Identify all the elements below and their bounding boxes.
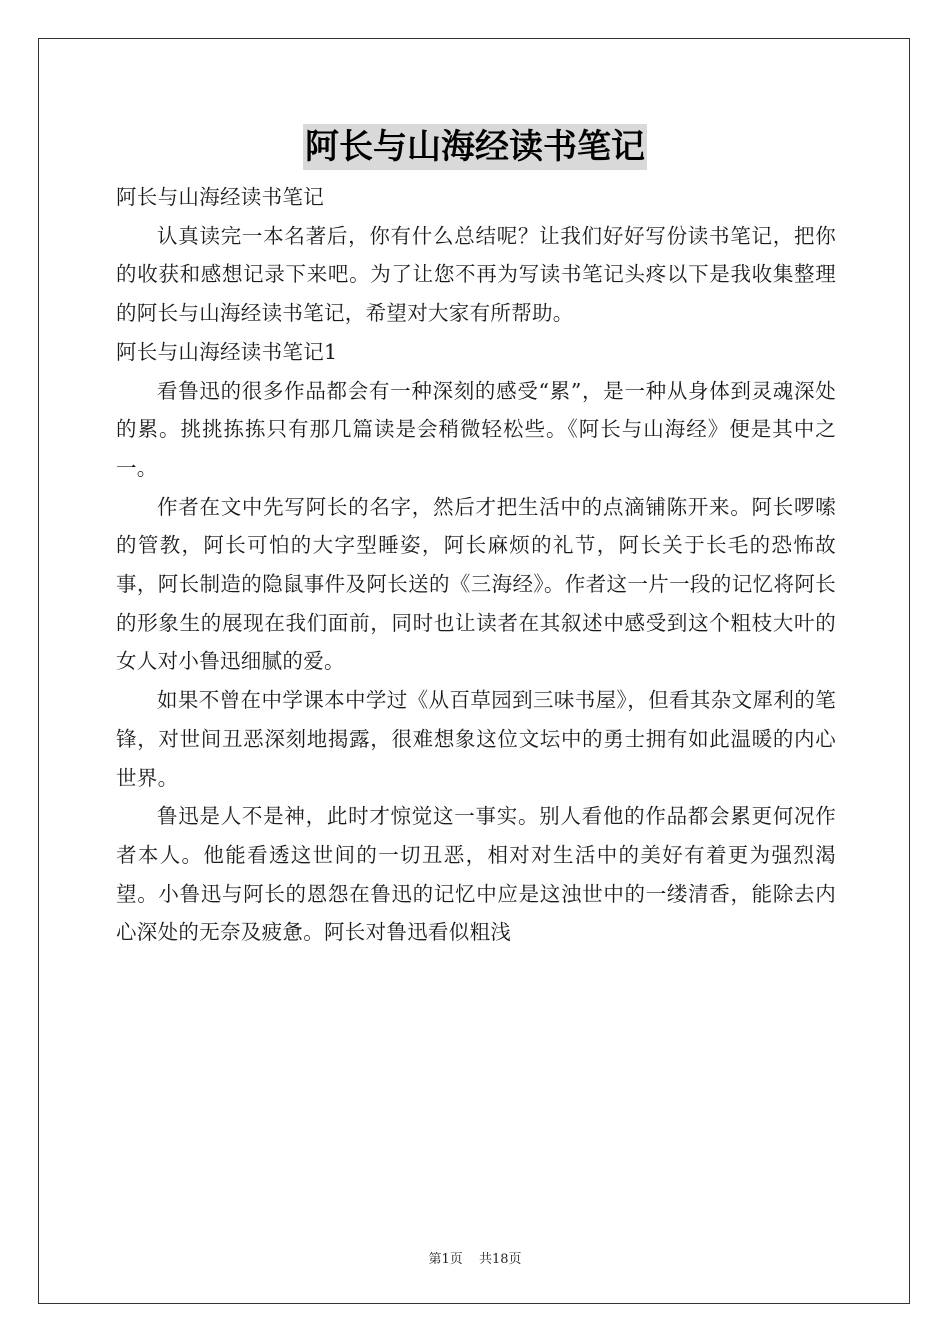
page-total: 共18页 — [478, 1252, 522, 1267]
body-paragraph: 认真读完一本名著后，你有什么总结呢？让我们好好写份读书笔记，把你的收获和感想记录下来吧。为了让您不再为写读书笔记头疼以下是我收集整理的阿长与山海经读书笔记，希望对大家有所帮助。 — [116, 223, 836, 326]
title-wrapper — [0, 124, 950, 170]
section-heading: 阿长与山海经读书笔记 — [116, 185, 324, 209]
section-heading: 阿长与山海经读书笔记1 — [116, 339, 338, 364]
body-paragraph: 看鲁迅的很多作品都会有一种深刻的感受“累”，是一种从身体到灵魂深处的累。挑挑拣拣只有那几篇读是会稍微轻松些。《阿长与山海经》便是其中之一。 — [116, 378, 836, 480]
body-paragraph: 鲁迅是人不是神，此时才惊觉这一事实。别人看他的作品都会累更何况作者本人。他能看透这世间的一切丑恶，相对对生活中的美好有着更为强烈渴望。小鲁迅与阿长的恩怨在鲁迅的记忆中应是这浊世中的一缕清香，能除去内心深处的无奈及疲惫。阿长对鲁迅看似粗浅 — [116, 804, 836, 945]
document-title: 阿长与山海经读书笔记 — [303, 124, 647, 170]
page-footer — [0, 1248, 950, 1267]
body-paragraph: 作者在文中先写阿长的名字，然后才把生活中的点滴铺陈开来。阿长啰嗦的管教，阿长可怕的大字型睡姿，阿长麻烦的礼节，阿长关于长毛的恐怖故事，阿长制造的隐鼠事件及阿长送的《三海经》。作者这一片一段的记忆将阿长的形象生的展现在我们面前，同时也让读者在其叙述中感受到这个粗枝大叶的女人对小鲁迅细腻的爱。 — [116, 494, 836, 674]
document-body — [116, 178, 836, 952]
page-number: 第1页 — [428, 1252, 463, 1267]
body-paragraph: 如果不曾在中学课本中学过《从百草园到三味书屋》，但看其杂文犀利的笔锋，对世间丑恶深刻地揭露，很难想象这位文坛中的勇士拥有如此温暖的内心世界。 — [116, 688, 836, 790]
